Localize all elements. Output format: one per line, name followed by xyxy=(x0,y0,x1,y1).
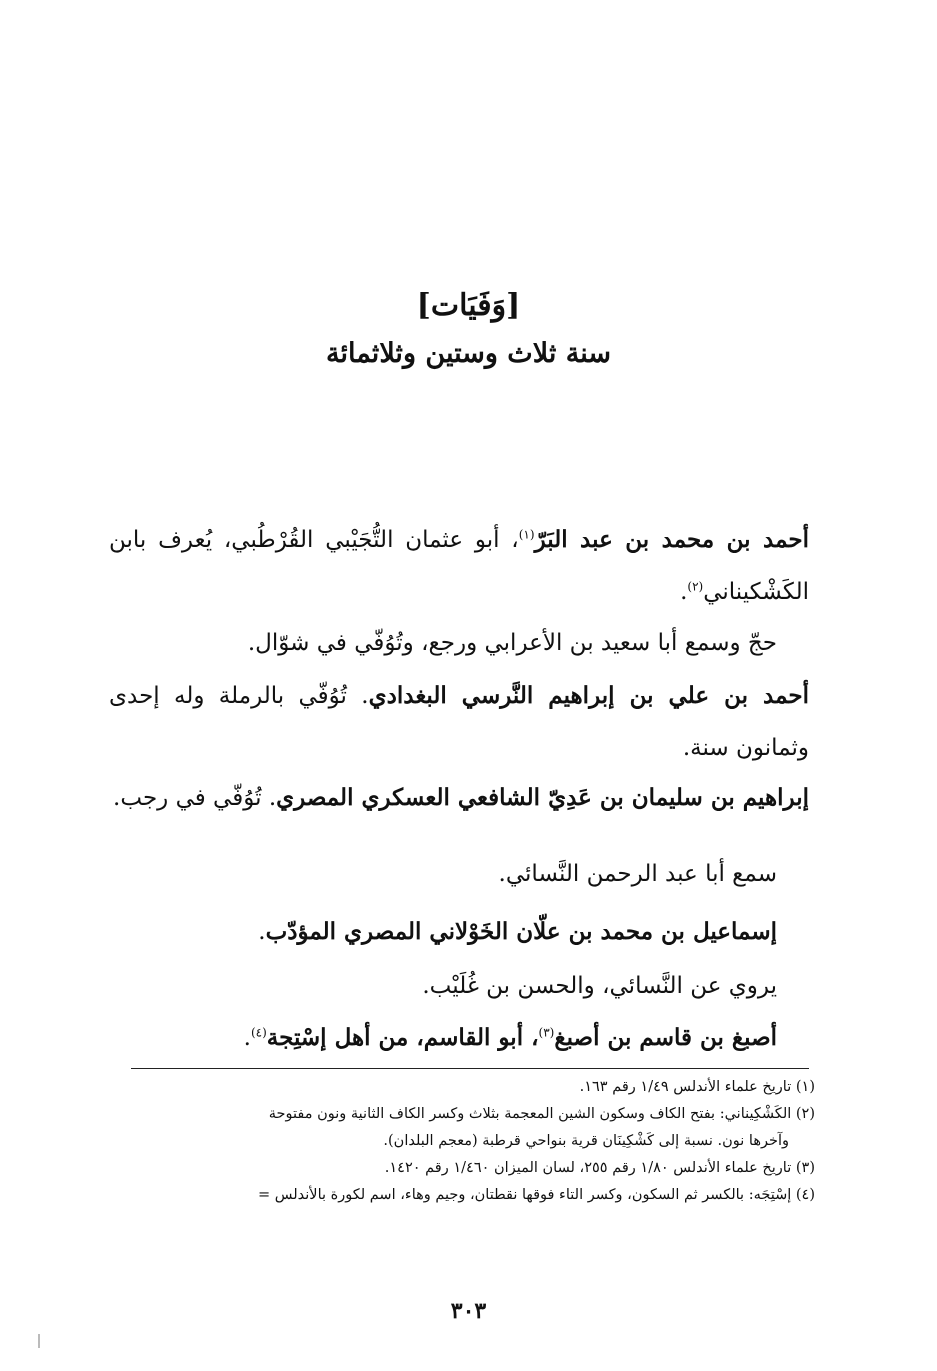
entry-detail xyxy=(109,848,809,900)
entry-text: . xyxy=(680,579,688,605)
entry-text: . تُوُفّي بالرملة وله إحدى وثمانون سنة. xyxy=(109,683,809,761)
entry-name: إبراهيم بن سليمان بن عَدِيّ الشافعي العسكري المصري xyxy=(276,784,809,811)
entry-name: أصبغ بن قاسم بن أصبغ xyxy=(554,1024,777,1051)
entry-paragraph xyxy=(109,670,809,774)
entry-paragraph: حجّ وسمع أبا سعيد بن الأعرابي ورجع، وتُوُفّي في شوّال. xyxy=(247,630,777,656)
footnote-ref: (٢) xyxy=(687,579,704,594)
entry-ahmad-ibn-ali xyxy=(109,670,809,774)
entry-detail xyxy=(109,960,809,1012)
entry-paragraph xyxy=(109,772,809,824)
entry-text: ، أبو عثمان التُّجَيْبي القُرْطُبي، يُعرف بابن الكَشْكيناني xyxy=(109,527,809,605)
section-title: [وَفَيَات] xyxy=(416,288,521,323)
entry-text: . xyxy=(243,1025,251,1051)
footnote-ref: (٣) xyxy=(538,1025,555,1040)
footnote-2: (٢) الكَشْكِيناني: بفتح الكاف وسكون الشين المعجمة بثلاث وكسر الكاف الثانية ونون مفتوحة xyxy=(268,1106,815,1122)
footnote-3: (٣) تاريخ علماء الأندلس ١/٨٠ رقم ٢٥٥، لسان الميزان ١/٤٦٠ رقم ١٤٢٠. xyxy=(384,1160,815,1176)
entry-paragraph: سمع أبا عبد الرحمن النَّسائي. xyxy=(498,861,777,887)
footnotes xyxy=(125,1074,815,1209)
footnote-2-continued: وآخرها نون. نسبة إلى كَشْكِينَان قرية بنواحي قرطبة (معجم البلدان). xyxy=(383,1133,789,1149)
entry-paragraph xyxy=(109,906,809,958)
entry-text: ، أبو القاسم، من أهل إسْتِجة xyxy=(266,1024,539,1051)
entry-name: أحمد بن محمد بن عبد البَرّ xyxy=(534,526,809,553)
entry-paragraph: يروي عن النَّسائي، والحسن بن غُلَيْب. xyxy=(422,973,777,999)
entry-detail xyxy=(109,617,809,669)
scan-mark xyxy=(38,1334,40,1348)
footnote-1: (١) تاريخ علماء الأندلس ١/٤٩ رقم ١٦٣. xyxy=(579,1079,815,1095)
entry-ismail-ibn-muhammad xyxy=(109,906,809,958)
footnote-divider xyxy=(131,1068,809,1069)
entry-ibrahim-ibn-sulayman xyxy=(109,772,809,824)
entry-text: . تُوُفّي في رجب. xyxy=(113,785,277,811)
footnote-4: (٤) إسْتِجَه: بالكسر ثم السكون، وكسر التاء فوقها نقطتان، وجيم وهاء، اسم لكورة بالأندلس = xyxy=(258,1187,815,1203)
section-subtitle: سنة ثلاث وستين وثلاثمائة xyxy=(325,338,611,369)
entry-paragraph xyxy=(109,514,809,618)
entry-paragraph xyxy=(109,1012,809,1064)
entry-text: . xyxy=(258,919,266,945)
entry-name: أحمد بن علي بن إبراهيم النَّرسي البغدادي xyxy=(368,682,809,709)
entry-ahmad-ibn-abd-albarr xyxy=(109,514,809,618)
footnote-ref: (١) xyxy=(518,527,535,542)
footnote-ref: (٤) xyxy=(250,1025,267,1040)
entry-asbagh-ibn-qasim xyxy=(109,1012,809,1064)
entry-name: إسماعيل بن محمد بن علّان الخَوْلاني المصري المؤدّب xyxy=(265,918,777,945)
page-number: ٣٠٣ xyxy=(450,1298,487,1324)
